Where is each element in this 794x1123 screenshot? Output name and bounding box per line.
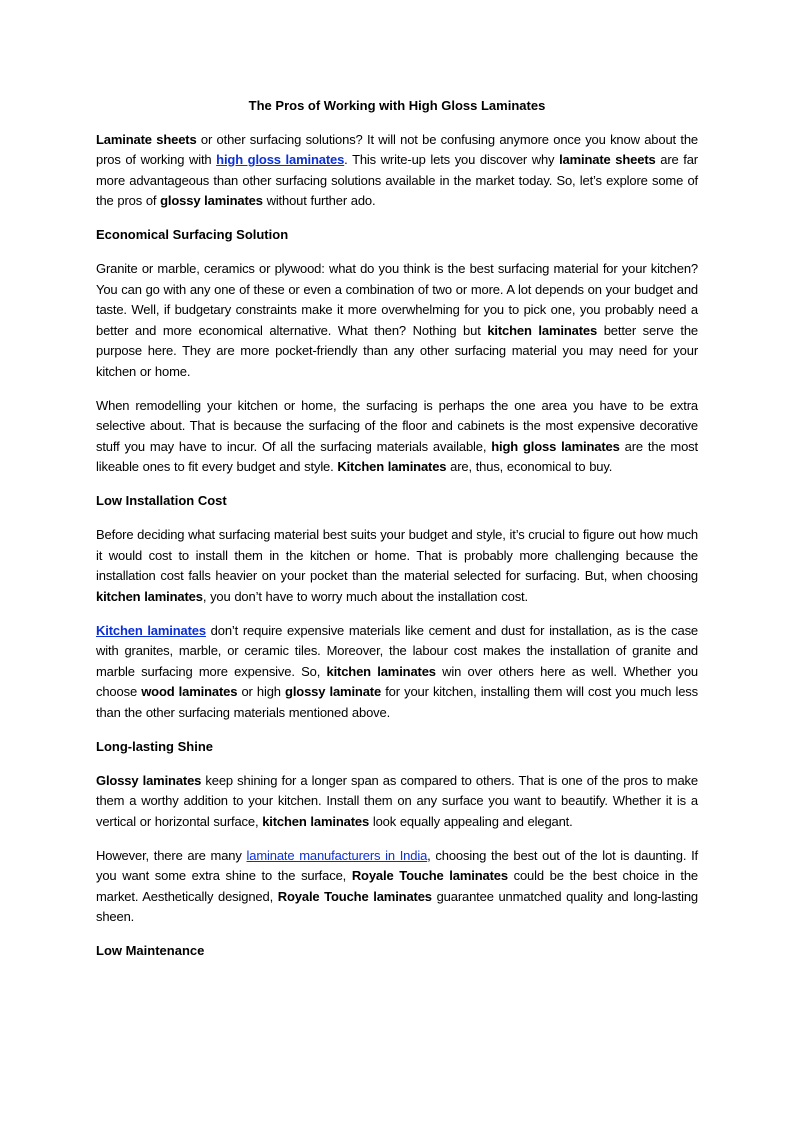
text-run: . This write-up lets you discover why (344, 152, 560, 167)
text-run: When remodelling your kitchen or home, the surfacing is perhaps the one area you have to be extra selective about. That is because the surfacing of the floor and cabinets is the most expensive decorative stuff you may have to incur. Of all the surfacing materials available, (96, 397, 698, 454)
bold-text: high gloss laminates (491, 438, 620, 454)
bold-text: kitchen laminates (262, 813, 370, 829)
paragraph (96, 771, 698, 833)
document-body (96, 130, 698, 962)
text-run: look equally appealing and elegant. (369, 813, 573, 829)
bold-text: Kitchen laminates (337, 459, 447, 474)
text-run: , choosing the best out of the lot is daunting. If you want some extra shine to the surface, (96, 847, 698, 883)
paragraph (96, 846, 698, 928)
text-run: , you don’t have to worry much about the installation cost. (202, 588, 528, 604)
text-run: or high (237, 684, 286, 699)
document-title: The Pros of Working with High Gloss Laminates (248, 98, 546, 113)
section-heading (96, 491, 698, 512)
text-run: could be the best choice in the market. Aesthetically designed, (96, 868, 698, 904)
hyperlink[interactable]: Kitchen laminates (96, 622, 206, 638)
bold-text: Royale Touche laminates (351, 868, 508, 883)
section-heading (96, 225, 698, 246)
text-run: keep shining for a longer span as compared to others. That is one of the pros to make them a worthy addition to your kitchen. Install them on any surface you want to beautify. Whether it is a vertical or horizontal surface, (96, 772, 698, 829)
text-run: Low Installation Cost (96, 493, 227, 508)
text-run: Long-lasting Shine (96, 738, 213, 754)
section-heading (96, 737, 698, 758)
text-run: don’t require expensive materials like cement and dust for installation, as is the case with granites, marble, or ceramic tiles. Moreover, the labour cost makes the installation of granite and marble surfacing more expensive. So, (96, 622, 698, 679)
bold-text: wood laminates (141, 684, 238, 699)
text-run: Granite or marble, ceramics or plywood: what do you think is the best surfacing material for your kitchen? You can go with any one of these or even a combination of two or more. A lot depends on your budget and taste. Well, if budgetary constraints make it more overwhelming for you to pick one, you probably need a better and more economical alternative. What then? Nothing but (96, 261, 698, 338)
text-run: are the most likeable ones to fit every budget and style. (96, 438, 698, 474)
bold-text: laminate sheets (559, 152, 656, 167)
paragraph (96, 259, 698, 382)
text-run: Low Maintenance (96, 943, 205, 958)
text-run: Economical Surfacing Solution (96, 227, 289, 242)
bold-text: glossy laminate (285, 684, 382, 699)
bold-text: kitchen laminates (96, 588, 203, 604)
bold-text: Royale Touche laminates (277, 888, 432, 904)
text-run: or other surfacing solutions? It will not be confusing anymore once you know about the pros of working with (96, 131, 698, 167)
text-run: However, there are many (96, 847, 247, 863)
text-run: win over others here as well. Whether you choose (96, 663, 698, 699)
bold-text: Glossy laminates (96, 772, 202, 788)
section-heading (96, 941, 698, 962)
text-run: are, thus, economical to buy. (446, 459, 613, 474)
document-page (96, 96, 698, 975)
paragraph (96, 525, 698, 607)
text-run: are far more advantageous than other surfacing solutions available in the market today. So, let’s explore some of the pros of (96, 152, 698, 208)
hyperlink[interactable]: high gloss laminates (216, 152, 345, 167)
bold-text: glossy laminates (160, 193, 263, 208)
text-run: guarantee unmatched quality and long-lasting sheen. (96, 888, 699, 924)
bold-text: kitchen laminates (326, 663, 436, 679)
text-run: Before deciding what surfacing material best suits your budget and style, it’s crucial to figure out how much it would cost to install them in the kitchen or home. That is probably more challenging because the installation cost falls heavier on your pocket than the material selected for surfacing. But, when choosing (96, 527, 698, 583)
text-run: without further ado. (262, 193, 376, 208)
text-run: better serve the purpose here. They are more pocket-friendly than any other surfacing material you may need for your kitchen or home. (96, 322, 698, 379)
paragraph (96, 130, 698, 212)
text-run: for your kitchen, installing them will cost you much less than the other surfacing materials mentioned above. (96, 684, 698, 720)
bold-text: Laminate sheets (96, 131, 197, 147)
paragraph (96, 621, 698, 724)
bold-text: kitchen laminates (487, 322, 598, 338)
hyperlink[interactable]: laminate manufacturers in India (246, 847, 428, 863)
paragraph (96, 396, 698, 478)
